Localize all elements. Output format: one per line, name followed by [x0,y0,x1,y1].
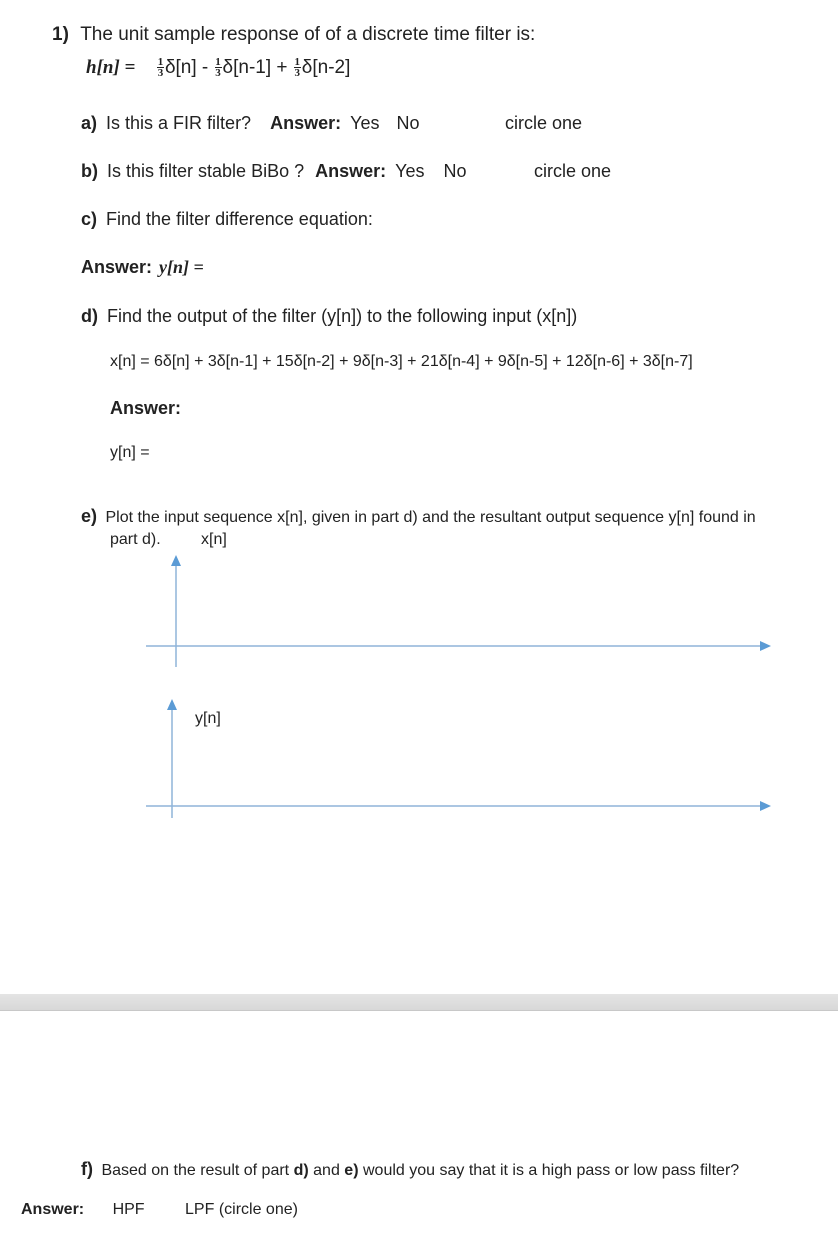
part-e-line2: part d). [110,531,161,548]
question-number: 1) [52,24,69,45]
part-f-text-post: would you say that it is a high pass or low pass filter? [362,1162,740,1179]
part-a-answer-label: Answer: [270,113,342,133]
part-f-lpf-option[interactable]: LPF (circle one) [185,1201,298,1218]
part-f-text-and: and [313,1162,340,1179]
page-break [0,994,838,1011]
page-2 [0,1011,838,1238]
part-d-label: d) [81,306,98,326]
fraction-1: $\frac{1}{3}$ [157,56,164,80]
fraction-3: $\frac{1}{3}$ [294,56,301,80]
part-b-no-option[interactable]: No [443,161,467,181]
part-e-line1: Plot the input sequence x[n], given in part d) and the resultant output sequence y[n] found in [105,509,756,526]
question-prompt: The unit sample response of of a discrete time filter is: [80,24,536,45]
part-e-label: e) [81,506,98,526]
part-f-ref-e: e) [344,1162,359,1179]
part-b-circle-note: circle one [534,161,612,181]
part-f-label: f) [81,1159,93,1179]
part-f [81,1159,739,1180]
part-f-answer [21,1201,298,1219]
part-f-text-pre: Based on the result of part [101,1162,290,1179]
part-f-answer-label: Answer: [21,1201,85,1218]
part-f-hpf-option[interactable]: HPF [112,1201,145,1218]
x-plot-right-arrow-icon [760,641,771,651]
part-c-answer-label: Answer: [81,257,153,277]
part-a-no-option[interactable]: No [396,113,420,133]
part-f-ref-d: d) [293,1162,309,1179]
part-a-circle-note: circle one [505,113,583,133]
plot-x-label: x[n] [201,531,227,548]
part-b-question: Is this filter stable BiBo ? [107,161,305,181]
part-a-question: Is this a FIR filter? [106,113,252,133]
x-plot-axes [146,555,771,667]
part-c-answer-lhs: y[n] = [159,257,204,277]
part-c-label: c) [81,209,98,229]
part-c-question: Find the filter difference equation: [106,209,373,229]
part-d-answer-label: Answer: [110,398,182,418]
part-a-label: a) [81,113,98,133]
part-b-label: b) [81,161,98,181]
part-d-question: Find the output of the filter (y[n]) to the following input (x[n]) [107,306,578,326]
input-sequence: x[n] = 6δ[n] + 3δ[n-1] + 15δ[n-2] + 9δ[n-3] + 21δ[n-4] + 9δ[n-5] + 12δ[n-6] + 3δ[n-7] [110,353,693,370]
part-a-yes-option[interactable]: Yes [350,113,380,133]
part-b-answer-label: Answer: [315,161,387,181]
part-b-yes-option[interactable]: Yes [395,161,425,181]
x-plot-up-arrow-icon [171,555,181,566]
y-plot-up-arrow-icon [167,699,177,710]
plot-y-label: y[n] [195,710,221,727]
h-term-2: δ[n-1] + [222,57,288,78]
y-plot-axes [146,699,771,818]
part-d-answer-lhs: y[n] = [110,444,150,461]
y-plot-right-arrow-icon [760,801,771,811]
h-lhs: h[n] = [86,57,136,78]
h-term-1: δ[n] - [164,57,209,78]
h-term-3: δ[n-2] [301,57,351,78]
fraction-2: $\frac{1}{3}$ [215,56,221,80]
